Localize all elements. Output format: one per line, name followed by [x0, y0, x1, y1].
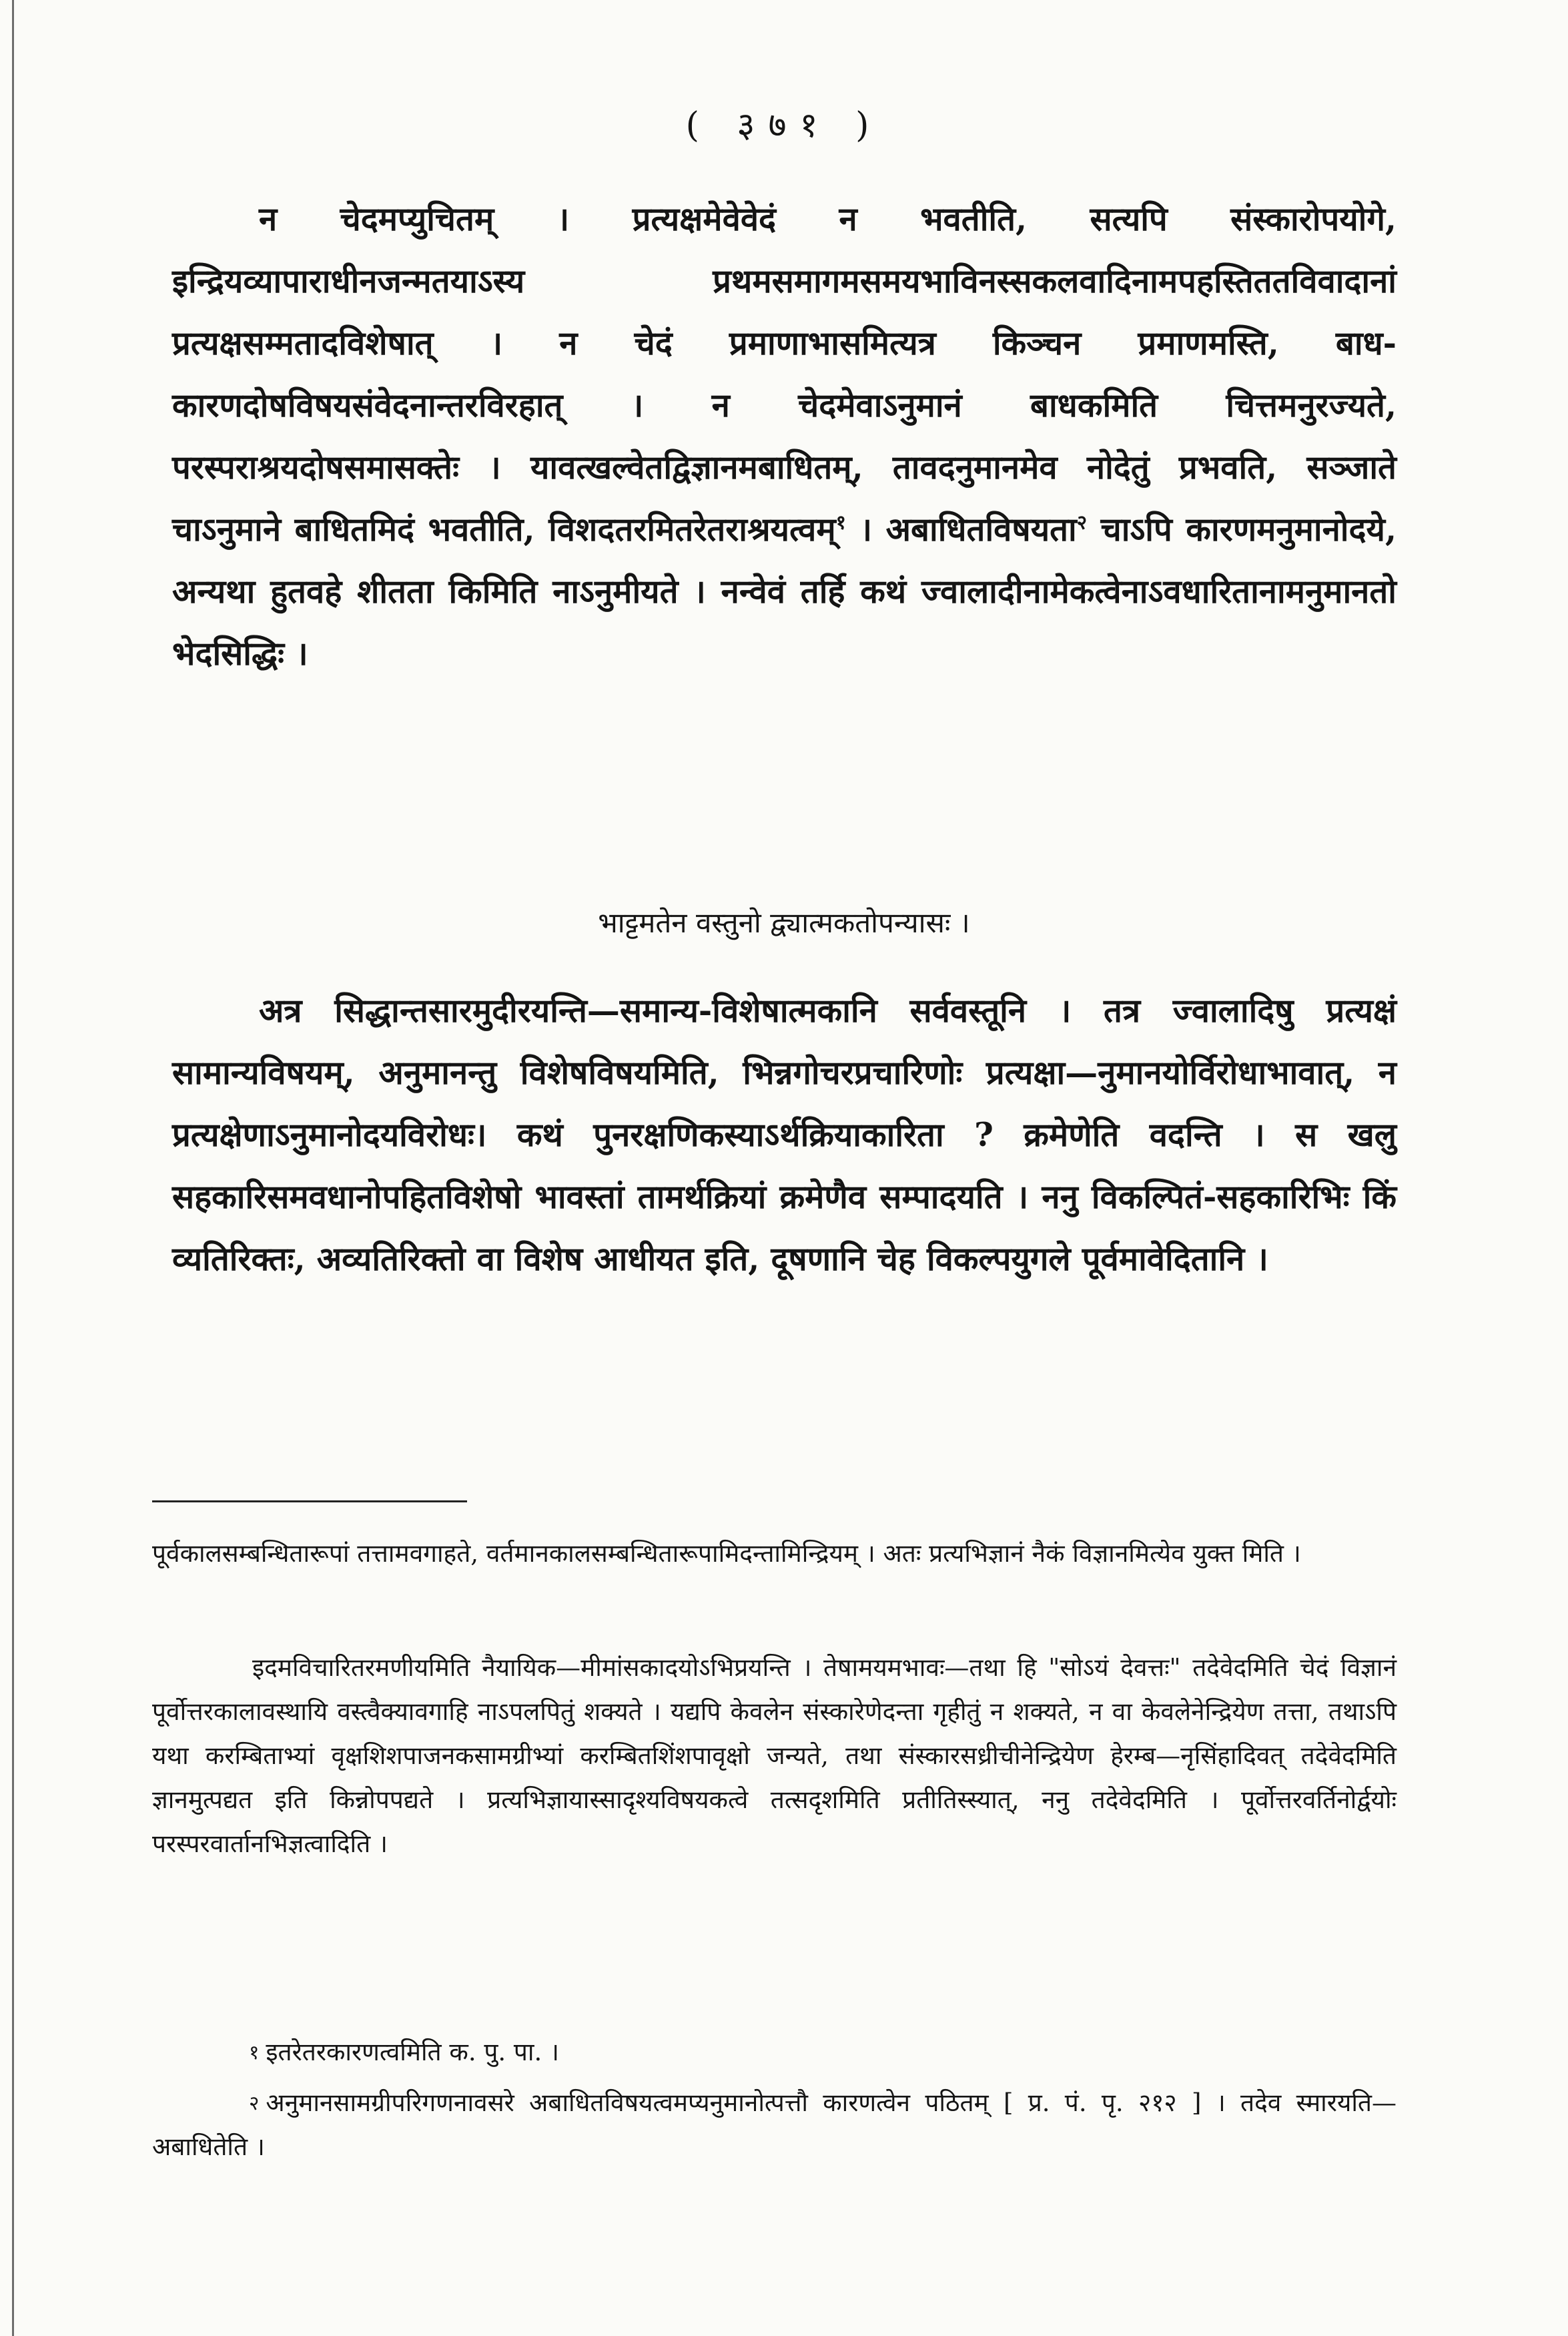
footnote-2-text: अनुमानसामग्रीपरिगणनावसरे अबाधितविषयत्वमप्यनुमानोत्पत्तौ कारणत्वेन पठितम् [ प्र. पं. पृ. २१२ ] । तदेव स्मारयति—अबाधितेति ।	[152, 2088, 1397, 2161]
paragraph-1-text-a: न चेदमप्युचितम् । प्रत्यक्षमेवेवेदं न भवतीति, सत्यपि संस्कारोपयोगे, इन्द्रियव्यापाराधीनजन्मतयाऽस्य प्रथमसमागमसमयभाविनस्सकलवादिनामपहस्तिततविवादानां प्रत्यक्षसम्मतादविशेषात् । न चेदं प्रमाणाभासमित्यत्र किञ्चन प्रमाणमस्ति, बाध-कारणदोषविषयसंवेदनान्तरविरहात् । न चेदमेवाऽनुमानं बाधकमिति चित्तमनुरज्यते, परस्पराश्रयदोषसमासक्तेः । यावत्खल्वेतद्विज्ञानमबाधितम्, तावदनुमानमेव नोदेतुं प्रभवति, सञ्जाते चाऽनुमाने बाधितमिदं भवतीति, विशदतरमितरेतराश्रयत्वम्	[172, 200, 1397, 549]
footnote-ref-2: २	[1076, 510, 1088, 534]
page-edge-rule	[12, 0, 14, 2336]
footnote-continued-2: इदमविचारितरमणीयमिति नैयायिक—मीमांसकादयोऽभिप्रयन्ति । तेषामयमभावः—तथा हि "सोऽयं देवत्तः" तदेवेदमिति चेदं विज्ञानं पूर्वोत्तरकालावस्थायि वस्त्वैक्यावगाहि नाऽपलपितुं शक्यते । यद्यपि केवलेन संस्कारेणेदन्ता गृहीतुं न शक्यते, न वा केवलेनेन्द्रियेण तत्ता, तथाऽपि यथा करम्बिताभ्यां वृक्षशिशपाजनकसामग्रीभ्यां करम्बितशिंशपावृक्षो जन्यते, तथा संस्कारसध्रीचीनेन्द्रियेण हेरम्ब—नृसिंहादिवत् तदेवेदमिति ज्ञानमुत्पद्यत इति किन्नोपपद्यते । प्रत्यभिज्ञायास्सादृश्यविषयकत्वे तत्सदृशमिति प्रतीतिस्स्यात्, ननु तदेवेदमिति । पूर्वोत्तरवर्तिनोर्द्वयोः परस्परवार्तानभिज्ञत्वादिति ।	[152, 1653, 1397, 1858]
paragraph-1-text-c: चाऽपि कारणमनुमानोदये, अन्यथा हुतवहे शीतता किमिति नाऽनुमीयते । नन्वेवं तर्हि कथं ज्वालादीनामेकत्वेनाऽवधारितानामनुमानतो भेदसिद्धिः ।	[172, 510, 1397, 673]
footnote-ref-1: १	[835, 510, 846, 534]
footnote-2	[152, 2081, 1397, 2169]
footnote-1	[152, 2030, 1397, 2074]
footnote-1-mark: १	[249, 2041, 260, 2064]
main-paragraph-2: अत्र सिद्धान्तसारमुदीरयन्ति—समान्य-विशेषात्मकानि सर्ववस्तूनि । तत्र ज्वालादिषु प्रत्यक्षं सामान्यविषयम्, अनुमानन्तु विशेषविषयमिति, भिन्नगोचरप्रचारिणोः प्रत्यक्षा—नुमानयोर्विरोधाभावात्, न प्रत्यक्षेणाऽनुमानोदयविरोधः। कथं पुनरक्षणिकस्याऽर्थक्रियाकारिता ? क्रमेणेति वदन्ति । स खलु सहकारिसमवधानोपहितविशेषो भावस्तां तामर्थक्रियां क्रमेणैव सम्पादयति । ननु विकल्पितं-सहकारिभिः किं व्यतिरिक्तः, अव्यतिरिक्तो वा विशेष आधीयत इति, दूषणानि चेह विकल्पयुगले पूर्वमावेदितानि ।	[172, 991, 1397, 1278]
section-heading: भाट्टमतेन वस्तुनो द्व्यात्मकतोपन्यासः ।	[598, 906, 970, 939]
page-number: ( ३७१ )	[685, 105, 883, 145]
footnote-2-mark: २	[249, 2092, 260, 2114]
footnote-continued-1: पूर्वकालसम्बन्धितारूपां तत्तामवगाहते, वर्तमानकालसम्बन्धितारूपामिदन्तामिन्द्रियम् । अतः प्रत्यभिज्ञानं नैकं विज्ञानमित्येव युक्त मिति ।	[152, 1539, 1301, 1568]
footnote-1-text: इतरेतरकारणत्वमिति क. पु. पा. ।	[266, 2038, 560, 2066]
paragraph-1-text-b: । अबाधितविषयता	[845, 510, 1077, 549]
main-paragraph-1	[172, 188, 1397, 685]
footnote-separator	[152, 1500, 467, 1502]
